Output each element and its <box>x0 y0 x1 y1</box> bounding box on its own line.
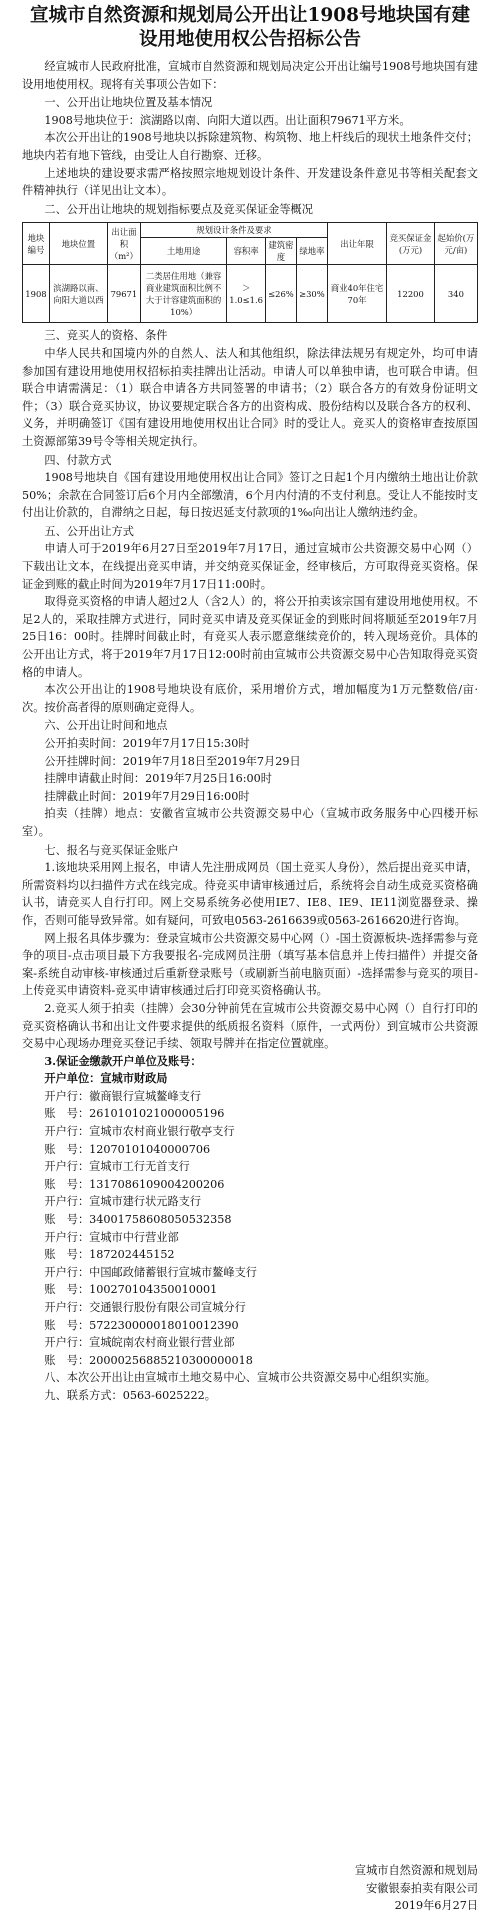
intro-paragraph: 经宣城市人民政府批准，宣城市自然资源和规划局决定公开出让编号1908号地块国有建设用地使用权。现将有关事项公告如下： <box>22 60 478 91</box>
header-plot-no: 地块编号 <box>23 223 50 265</box>
section-7-online-registration: 1.该地块采用网上报名，申请人先注册成网员（国土竞买人身份），然后提出竞买申请，所需资料均以扫描件方式在线完成。待竞买申请审核通过后，系统将会自动生成竞买资格确认书，请竞买人自行打印。网上交易系统务必使用IE7、IE8、IE9、IE11浏览器登录、操作，否则可能导致异常。如有疑问，可致电0563-2616639或0563-2616620进行咨询。 <box>22 861 478 927</box>
cell-area: 79671 <box>107 265 140 323</box>
deposit-account-heading: 3.保证金缴款开户单位及账号： <box>44 1053 202 1068</box>
listing-deadline: 挂牌截止时间：2019年7月29日16:00时 <box>44 789 250 803</box>
account-bank: 开户行：交通银行股份有限公司宣城分行 <box>44 1301 246 1314</box>
header-green-ratio: 绿地率 <box>296 238 327 265</box>
account-unit: 开户单位：宣城市财政局 <box>44 1071 168 1086</box>
account-bank: 开户行：宣城市中行营业部 <box>44 1230 179 1244</box>
account-bank: 开户行：宣城市农村商业银行敬亭支行 <box>44 1125 235 1139</box>
cell-term: 商业40年住宅70年 <box>327 265 386 323</box>
section-5-method: 取得竞买资格的申请人超过2人（含2人）的，将公开拍卖该宗国有建设用地使用权。不足2人的，采取挂牌方式进行，同时竞买申请及竞买保证金的到账时间将顺延至2019年7月25日16：00时。挂牌时间截止时，有竞买人表示愿意继续竞价的，转入现场竞价。具体的公开出让方式，将于2019年7月17日12:00时前由宣城市公共资源交易中心告知取得竞买资格的申请人。 <box>22 595 478 679</box>
cell-plot-no: 1908 <box>23 265 50 323</box>
section-4-heading: 四、付款方式 <box>44 453 112 467</box>
listing-application-deadline: 挂牌申请截止时间：2019年7月25日16:00时 <box>44 772 272 786</box>
section-3-body: 中华人民共和国境内外的自然人、法人和其他组织，除法律法规另有规定外，均可申请参加国有建设用地使用权招标拍卖挂牌出让活动。申请人可以单独申请，也可联合申请。但联合申请需满足：（1）联合申请各方共同签署的申请书；（2）联合各方的有效身份证明文件；（3）联合竞买协议，协议要规定联合各方的出资构成、股份结构以及联合各方的权利、义务，并明确签订《国有建设用地使用权出让合同》时的受让人。竞买人的资格审查按原国土资源部第39号令等相关规定执行。 <box>22 346 478 448</box>
section-6-heading: 六、公开出让时间和地点 <box>44 719 168 733</box>
account-number: 账 号：572230000018010012390 <box>44 1318 239 1332</box>
section-1-requirements: 上述地块的建设要求需严格按照宗地规划设计条件、开发建设条件意见书等相关配套文件精神执行（详见出让文本）。 <box>22 166 478 198</box>
account-bank: 开户行：宣城皖南农村商业银行营业部 <box>44 1336 235 1350</box>
cell-deposit: 12200 <box>387 265 435 323</box>
section-2-heading: 二、公开出让地块的规划指标要点及竞买保证金等概况 <box>44 202 313 216</box>
account-bank: 开户行：宣城市建行状元路支行 <box>44 1195 202 1209</box>
account-number: 账 号：12070101040000706 <box>44 1142 211 1156</box>
section-5-reserve: 本次公开出让的1908号地块设有底价，采用增价方式，增加幅度为1万元整数倍/亩·次。按价高者得的原则确定竞得人。 <box>22 683 478 714</box>
cell-density: ≤26% <box>265 265 296 323</box>
header-area: 出让面积（m²） <box>107 223 140 265</box>
header-plot-location: 地块位置 <box>49 223 107 265</box>
table-row <box>23 265 478 323</box>
signature-block <box>355 1862 478 1915</box>
account-number: 账 号：187202445152 <box>44 1248 175 1262</box>
issue-date: 2019年6月27日 <box>394 1899 478 1913</box>
header-deposit: 竞买保证金(万元) <box>387 223 435 265</box>
header-planning-conditions: 规划设计条件及要求 <box>140 223 327 238</box>
section-7-heading: 七、报名与竞买保证金账户 <box>44 843 179 857</box>
account-number: 账 号：2610101021000005196 <box>44 1107 225 1121</box>
planning-index-table <box>22 222 478 323</box>
account-bank: 开户行：徽商银行宣城鳌峰支行 <box>44 1089 202 1103</box>
header-land-use: 土地用途 <box>140 238 226 265</box>
section-5-application: 申请人可于2019年6月27日至2019年7月17日，通过宣城市公共资源交易中心网（）下载出让文本，在线提出竞买申请，并交纳竞买保证金，经审核后，方可取得竞买资格。保证金到账的截止时间为2019年7月17日11:00时。 <box>22 542 478 591</box>
page-title: 宣城市自然资源和规划局公开出让1908号地块国有建设用地使用权公告招标公告 <box>30 5 470 50</box>
section-1-delivery: 本次公开出让的1908号地块以拆除建筑物、构筑物、地上杆线后的现状土地条件交付；地块内若有地下管线，由受让人自行勘察、迁移。 <box>22 131 478 162</box>
account-number: 账 号：1317086109004200206 <box>44 1177 225 1191</box>
auction-time: 公开拍卖时间：2019年7月17日15:30时 <box>44 737 250 750</box>
section-1-location: 1908号地块位于：滨湖路以南、向阳大道以西。出让面积79671平方米。 <box>44 113 411 127</box>
header-term: 出让年限 <box>327 223 386 265</box>
header-far: 容积率 <box>227 238 266 265</box>
section-9-contact: 九、联系方式：0563-6025222。 <box>44 1388 216 1402</box>
cell-land-use: 二类居住用地（兼容商业建筑面积比例不大于计容建筑面积的10%） <box>140 265 226 323</box>
section-1-heading: 一、公开出让地块位置及基本情况 <box>44 96 213 110</box>
section-7-onsite: 2.竞买人须于拍卖（挂牌）会30分钟前凭在宣城市公共资源交易中心网（）自行打印的竞买资格确认书和出让文件要求提供的纸质报名资料（原件，一式两份）到宣城市公共资源交易中心现场办理竞买登记手续、领取号牌并在指定位置就座。 <box>22 1001 478 1051</box>
auction-venue: 拍卖（挂牌）地点：安徽省宣城市公共资源交易中心（宣城市政务服务中心四楼开标室）。 <box>22 807 478 838</box>
cell-plot-location: 滨湖路以南、向阳大道以西 <box>49 265 107 323</box>
header-density: 建筑密度 <box>265 238 296 265</box>
listing-time: 公开挂牌时间：2019年7月18日至2019年7月29日 <box>44 754 301 768</box>
account-number: 账 号：100270104350010001 <box>44 1283 218 1297</box>
account-number: 账 号：20000256885210300000018 <box>44 1353 253 1367</box>
issuer-auction-company: 安徽银泰拍卖有限公司 <box>366 1881 478 1895</box>
account-bank: 开户行：中国邮政储蓄银行宣城市鳌峰支行 <box>44 1265 257 1279</box>
account-number: 账 号：34001758608050532358 <box>44 1213 232 1227</box>
cell-start-price: 340 <box>434 265 477 323</box>
cell-far: ＞1.0≤1.6 <box>227 265 266 323</box>
section-3-heading: 三、竞买人的资格、条件 <box>44 329 168 343</box>
table-header-row <box>23 223 478 238</box>
section-5-heading: 五、公开出让方式 <box>44 524 134 538</box>
cell-green-ratio: ≥30% <box>296 265 327 323</box>
section-8: 八、本次公开出让由宣城市土地交易中心、宣城市公共资源交易中心组织实施。 <box>44 1371 436 1385</box>
deposit-accounts <box>22 1070 478 1369</box>
issuer-bureau: 宣城市自然资源和规划局 <box>354 1864 478 1878</box>
account-bank: 开户行：宣城市工行无首支行 <box>44 1160 190 1174</box>
section-4-body: 1908号地块自《国有建设用地使用权出让合同》签订之日起1个月内缴纳土地出让价款50%；余款在合同签订后6个月内全部缴清，6个月内付清的不支付利息。受让人不能按时支付出让价款的，自滞纳之日起，每日按迟延支付款项的1‰向出让人缴纳违约金。 <box>22 471 478 520</box>
section-7-steps: 网上报名具体步骤为：登录宣城市公共资源交易中心网（）-国土资源板块-选择需参与竞争的项目-点击项目最下方我要报名-完成网员注册（填写基本信息并上传扫描件）并提交备案-系统自动审核-审核通过后重新登录账号（或刷新当前电脑页面）-选择需参与竞买的项目-上传竞买申请资料-竞买申请审核通过后打印竞买资格确认书。 <box>22 931 478 998</box>
header-start-price: 起始价(万元/亩) <box>434 223 477 265</box>
